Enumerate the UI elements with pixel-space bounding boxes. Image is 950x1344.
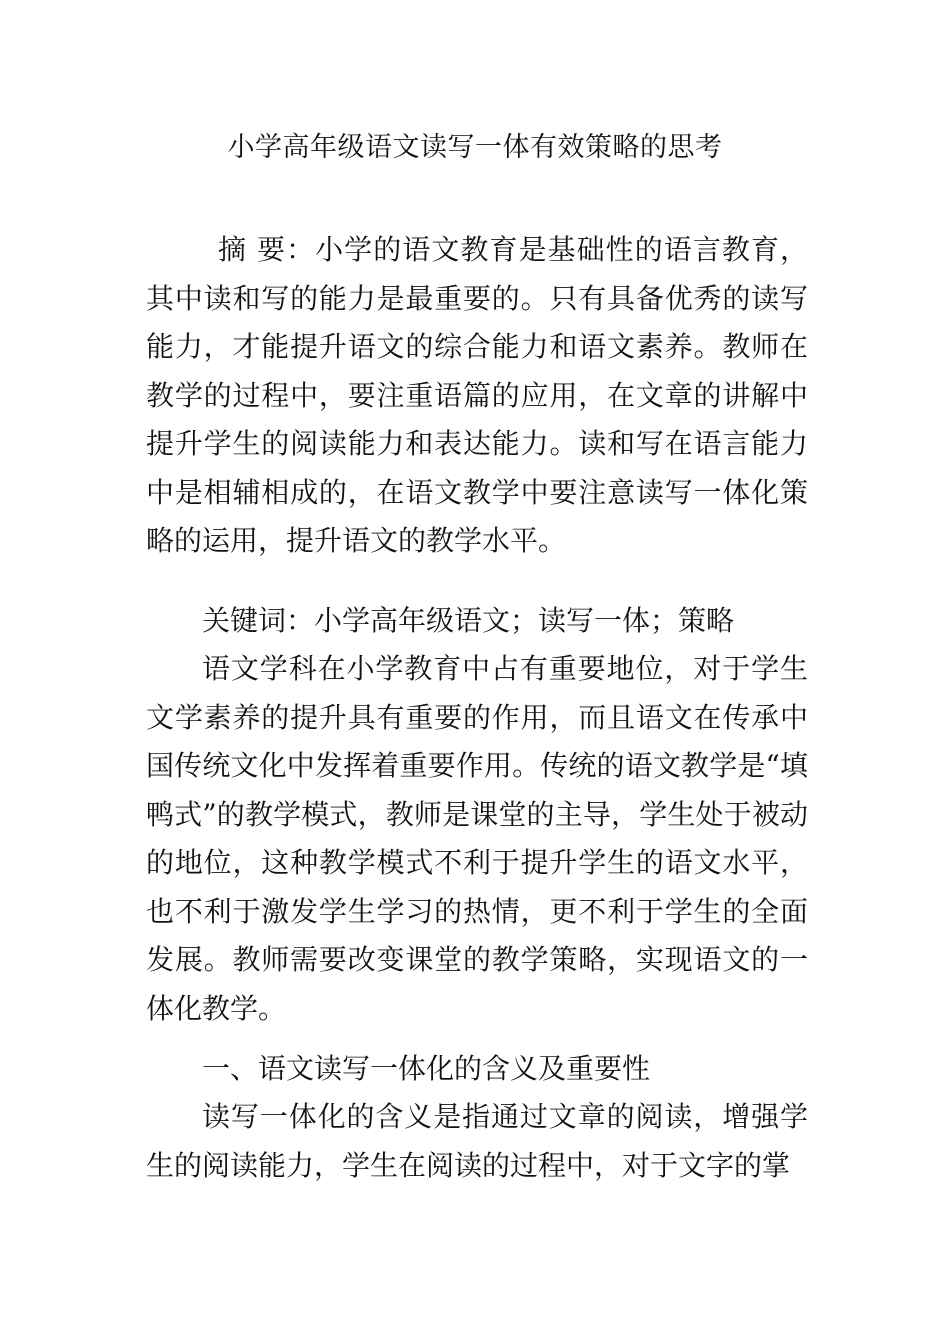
document-title: 小学高年级语文读写一体有效策略的思考	[227, 132, 723, 163]
section-body-paragraph: 读写一体化的含义是指通过文章的阅读，增强学生的阅读能力，学生在阅读的过程中，对于文字的掌	[146, 1100, 808, 1182]
abstract-paragraph: 摘 要：小学的语文教育是基础性的语言教育，其中读和写的能力是最重要的。只有具备优秀的读写能力，才能提升语文的综合能力和语文素养。教师在教学的过程中，要注重语篇的应用，在文章的讲解中提升学生的阅读能力和表达能力。读和写在语言能力中是相辅相成的，在语文教学中要注意读写一体化策略的运用，提升语文的教学水平。	[146, 233, 808, 557]
section-heading: 一、语文读写一体化的含义及重要性	[202, 1052, 651, 1085]
intro-paragraph: 语文学科在小学教育中占有重要地位，对于学生文学素养的提升具有重要的作用，而且语文在传承中国传统文化中发挥着重要作用。传统的语文教学是“填鸭式”的教学模式，教师是课堂的主导，学生处于被动的地位，这种教学模式不利于提升学生的语文水平，也不利于激发学生学习的热情，更不利于学生的全面发展。教师需要改变课堂的教学策略，实现语文的一体化教学。	[146, 652, 808, 1025]
keywords-line: 关键词：小学高年级语文；读写一体；策略	[202, 604, 735, 637]
